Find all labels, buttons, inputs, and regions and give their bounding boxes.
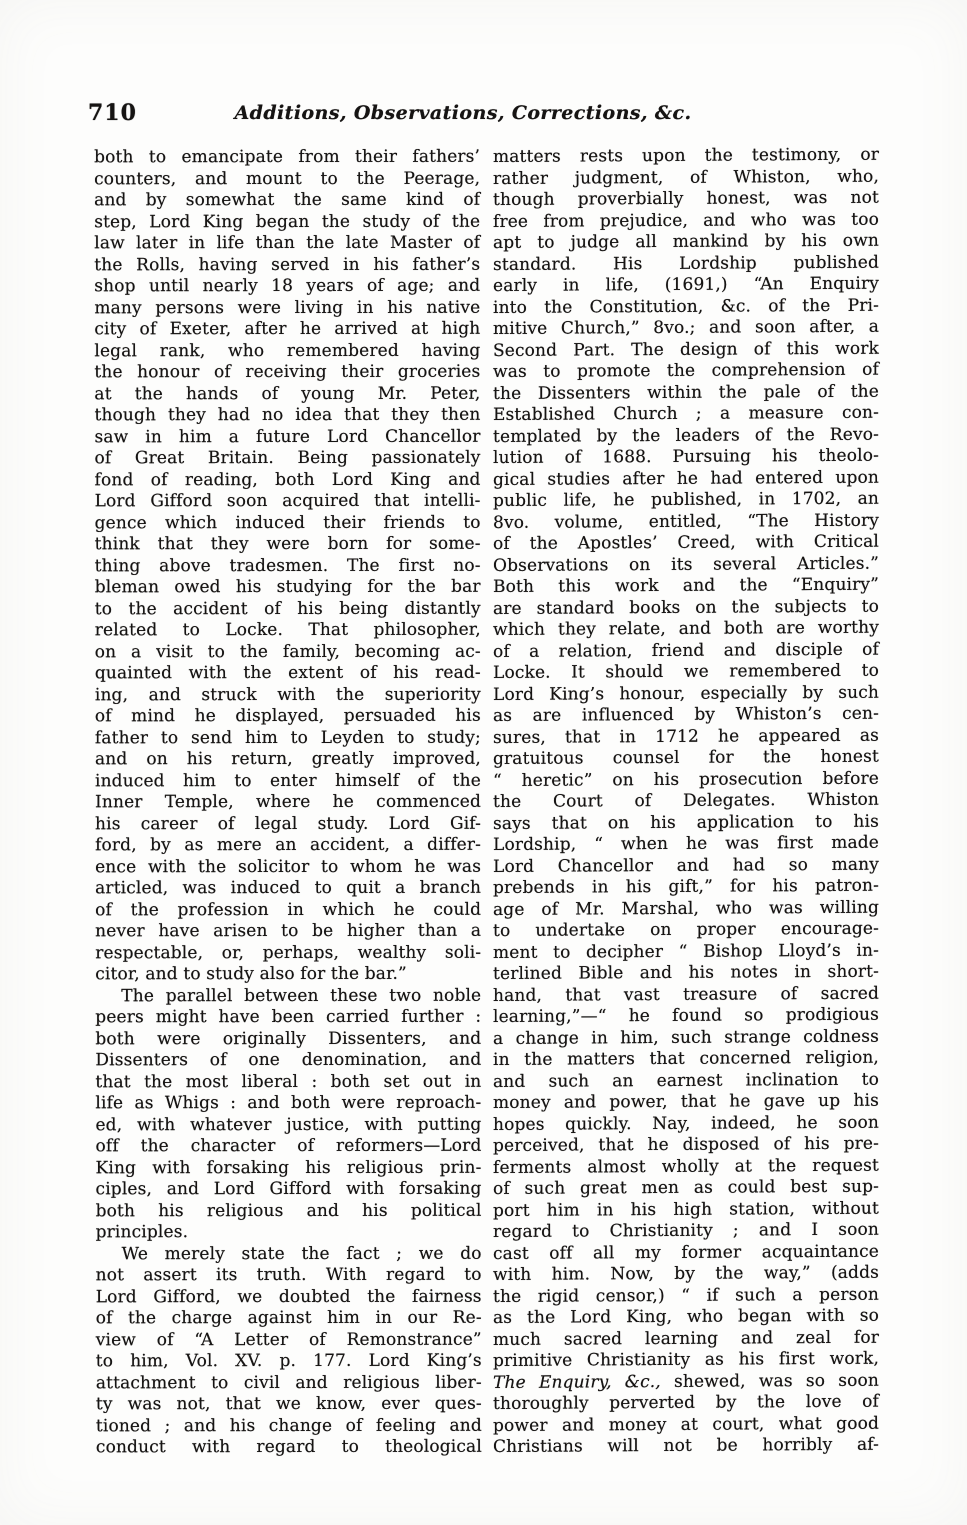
text-line: which they relate, and both are worthy	[493, 617, 879, 640]
text-line: gical studies after he had entered upon	[493, 467, 879, 490]
text-line: though proverbially honest, was not	[493, 187, 879, 210]
text-line: ford, by as mere an accident, a differ-	[95, 834, 482, 856]
text-line	[493, 1370, 879, 1394]
text-line: mitive Church,” 8vo.; and soon after, a	[493, 316, 879, 339]
text-line: Observations on its several Articles.”	[493, 553, 879, 576]
text-line: Second Part. The design of this work	[493, 338, 879, 361]
text-line: gence which induced their friends to	[94, 512, 481, 533]
text-line: on a visit to the family, becoming ac-	[94, 641, 481, 662]
text-line: both his religious and his political	[95, 1200, 482, 1221]
text-line: as the Lord King, who began with so	[493, 1305, 879, 1328]
text-line: step, Lord King began the study of the	[94, 211, 481, 232]
text-line: view of “A Letter of Remonstrance”	[95, 1329, 482, 1350]
text-line: port him in his high station, without	[493, 1198, 879, 1221]
text-line: Both this work and the “Enquiry”	[493, 574, 879, 597]
text-line: primitive Christianity as his first work,	[493, 1348, 879, 1371]
text-line: 8vo. volume, entitled, “The History	[493, 510, 879, 533]
text-line: that the most liberal : both set out in	[95, 1071, 482, 1092]
running-header: Additions, Observations, Corrections, &c.	[234, 102, 692, 124]
text-line: power and money at court, what good	[493, 1413, 879, 1436]
text-line: regard to Christianity ; and I soon	[493, 1219, 879, 1242]
text-line: not assert its truth. With regard to	[95, 1264, 482, 1286]
text-line: induced him to enter himself of the	[94, 770, 481, 791]
text-line: ment to decipher “ Bishop Lloyd’s in-	[493, 940, 879, 963]
text-line: father to send him to Leyden to study;	[94, 727, 481, 748]
text-line: Lord Chancellor and had so many	[493, 854, 879, 877]
text-line: of the charge against him in our Re-	[95, 1307, 482, 1329]
text-line: respectable, or, perhaps, wealthy soli-	[95, 942, 482, 963]
text-line: ciples, and Lord Gifford with forsaking	[95, 1178, 482, 1200]
text-line: Established Church ; a measure con-	[493, 402, 879, 425]
text-line: rather judgment, of Whiston, who,	[493, 166, 879, 189]
text-line: think that they were born for some-	[94, 533, 481, 555]
text-line: the Court of Delegates. Whiston	[493, 789, 879, 812]
text-line: to him, Vol. XV. p. 177. Lord King’s	[95, 1350, 482, 1372]
text-line: matters rests upon the testimony, or	[493, 144, 879, 167]
text-line: and such an earnest inclination to	[493, 1069, 879, 1092]
text-line: hopes quickly. Nay, indeed, he soon	[493, 1112, 879, 1135]
text-line: thoroughly perverted by the love of	[493, 1391, 879, 1414]
text-line: with him. Now, by the way,” (adds	[493, 1262, 879, 1285]
page-header	[88, 100, 878, 132]
text-line: of mind he displayed, persuaded his	[94, 705, 481, 727]
text-line: says that on his application to his	[493, 811, 879, 834]
column-left	[94, 147, 482, 1459]
text-line: free from prejudice, and who was too	[493, 209, 879, 232]
plain-text: shewed, was so soon	[660, 1370, 879, 1392]
text-line: apt to judge all mankind by his own	[493, 230, 879, 253]
text-line: to the accident of his being distantly	[94, 598, 481, 619]
text-line: city of Exeter, after he arrived at high	[94, 318, 481, 340]
text-line: at the hands of young Mr. Peter,	[94, 383, 481, 404]
text-line: both were originally Dissenters, and	[95, 1028, 482, 1049]
text-line: many persons were living in his native	[94, 297, 481, 318]
text-line: much sacred learning and zeal for	[493, 1327, 879, 1350]
text-line: public life, he published, in 1702, an	[493, 488, 879, 511]
text-line: of Great Britain. Being passionately	[94, 447, 481, 469]
text-line: conduct with regard to theological	[95, 1436, 482, 1458]
text-line: King with forsaking his religious prin-	[95, 1157, 482, 1178]
text-line: life as Whigs : and both were reproach-	[95, 1092, 482, 1114]
text-line: off the character of reformers—Lord	[95, 1135, 482, 1157]
text-line: to undertake on proper encourage-	[493, 918, 879, 941]
text-line: of the Apostles’ Creed, with Critical	[493, 531, 879, 554]
text-line: ferments almost wholly at the request	[493, 1155, 879, 1178]
text-line: quainted with the extent of his read-	[94, 662, 481, 684]
text-line: legal rank, who remembered having	[94, 340, 481, 361]
text-line: ence with the solicitor to whom he was	[95, 856, 482, 877]
text-line: shop until nearly 18 years of age; and	[94, 275, 481, 297]
text-line: his career of legal study. Lord Gif-	[95, 813, 482, 834]
text-line: of such great men as could best sup-	[493, 1176, 879, 1199]
text-line: We merely state the fact ; we do	[121, 1243, 482, 1264]
text-line: tioned ; and his change of feeling and	[95, 1415, 482, 1436]
text-line: are standard books on the subjects to	[493, 596, 879, 619]
text-line: learning,”—“ he found so prodigious	[493, 1004, 879, 1027]
text-line: standard. His Lordship published	[493, 252, 879, 275]
text-line: age of Mr. Marshal, who was willing	[493, 897, 879, 920]
text-line: Inner Temple, where he commenced	[94, 791, 482, 813]
text-line: though they had no idea that they then	[94, 404, 481, 426]
text-line: as are influenced by Whiston’s cen-	[493, 703, 879, 726]
text-line: hand, that vast treasure of sacred	[493, 983, 879, 1006]
text-line: the Rolls, having served in his father’s	[94, 254, 481, 275]
text-line: perceived, that he disposed of his pre-	[493, 1133, 879, 1156]
page-number: 710	[88, 100, 137, 126]
text-line: money and power, that he gave up his	[493, 1090, 879, 1113]
text-line: a change in him, such strange coldness	[493, 1026, 879, 1049]
text-line: “ heretic” on his prosecution before	[493, 768, 879, 791]
text-line: in the matters that concerned religion,	[493, 1047, 879, 1070]
text-line: related to Locke. That philosopher,	[94, 619, 481, 641]
text-line: both to emancipate from their fathers’	[94, 146, 481, 168]
text-line: Locke. It should we remembered to	[493, 660, 879, 683]
text-line: bleman owed his studying for the bar	[94, 576, 481, 598]
text-line: gratuitous counsel for the honest	[493, 746, 879, 769]
text-line: articled, was induced to quit a branch	[95, 877, 482, 899]
text-line: the Dissenters within the pale of the	[493, 381, 879, 404]
italic-text: The Enquiry, &c.,	[493, 1371, 661, 1393]
text-line: sures, that in 1712 he appeared as	[493, 725, 879, 748]
text-line: prebends in his gift,” for his patron-	[493, 875, 879, 898]
text-line: ty was not, that we know, ever ques-	[95, 1393, 482, 1415]
text-line: cast off all my former acquaintance	[493, 1241, 879, 1264]
text-line: counters, and mount to the Peerage,	[94, 168, 481, 189]
text-line: was to promote the comprehension of	[493, 359, 879, 382]
text-line: of a relation, friend and disciple of	[493, 639, 879, 662]
text-line: principles.	[95, 1222, 189, 1243]
text-line: Christians will not be horribly af-	[493, 1434, 879, 1457]
column-right	[493, 145, 879, 1459]
text-line: Lord Gifford soon acquired that intelli-	[94, 490, 481, 512]
text-line: terlined Bible and his notes in short-	[493, 961, 879, 984]
text-line: ed, with whatever justice, with putting	[95, 1114, 482, 1135]
text-line: fond of reading, both Lord King and	[94, 469, 481, 490]
text-line: templated by the leaders of the Revo-	[493, 424, 879, 447]
text-line: citor, and to study also for the bar.”	[95, 963, 407, 985]
text-line: thing above tradesmen. The first no-	[94, 555, 481, 576]
text-line: peers might have been carried further :	[95, 1006, 482, 1028]
text-line: never have arisen to be higher than a	[95, 920, 482, 942]
text-line: law later in life than the late Master of	[94, 232, 481, 254]
text-line: into the Constitution, &c. of the Pri-	[493, 295, 879, 318]
text-line: and by somewhat the same kind of	[94, 189, 481, 211]
text-line: the rigid censor,) “ if such a person	[493, 1284, 879, 1307]
text-line: Lordship, “ when he was first made	[493, 832, 879, 855]
text-line: of the profession in which he could	[95, 899, 482, 920]
text-line: The parallel between these two noble	[121, 985, 482, 1006]
text-line: lution of 1688. Pursuing his theolo-	[493, 445, 879, 468]
text-line: ing, and struck with the superiority	[94, 684, 481, 705]
text-line: early in life, (1691,) “An Enquiry	[493, 273, 879, 296]
text-line: attachment to civil and religious liber-	[95, 1372, 482, 1393]
text-line: Dissenters of one denomination, and	[95, 1049, 482, 1071]
text-line: the honour of receiving their groceries	[94, 361, 481, 383]
text-line: and on his return, greatly improved,	[94, 748, 481, 770]
text-line: Lord King’s honour, especially by such	[493, 682, 879, 705]
text-line: Lord Gifford, we doubted the fairness	[95, 1286, 482, 1307]
text-line: saw in him a future Lord Chancellor	[94, 426, 481, 447]
